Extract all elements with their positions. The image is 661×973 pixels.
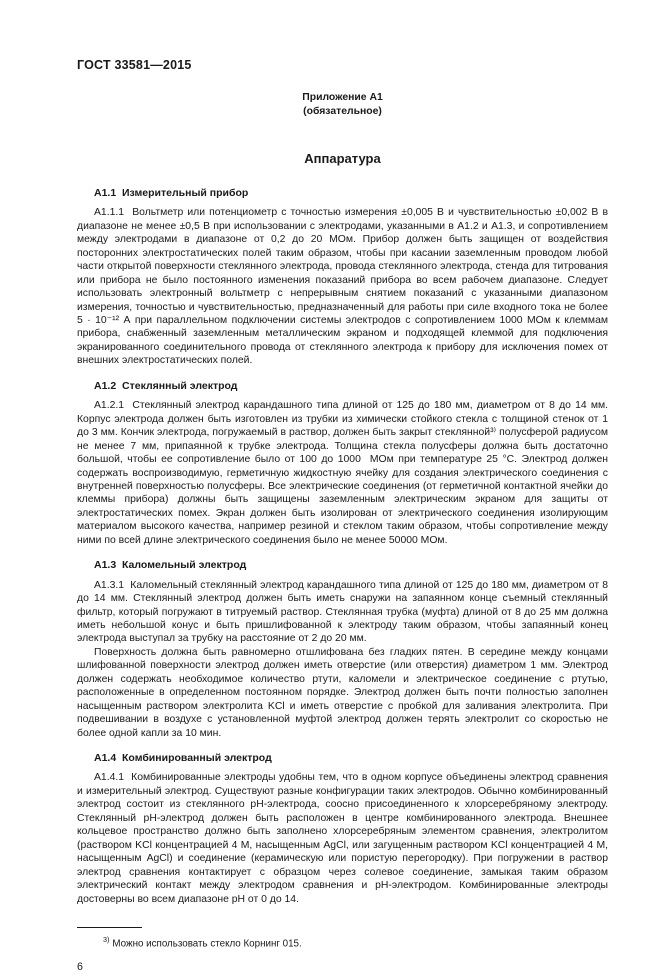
paragraph-a1-1-1: А1.1.1 Вольтметр или потенциометр с точностью измерения ±0,005 В и чувствительностью ±0,002 В в диапазоне не менее ±0,5 В при использовании с электродами, указанными в А1.2 и А1.3, и сопротивлением между электродами в диапазоне от 0,2 до 20 МОм. Прибор должен быть защищен от воздействия посторонних электростатических полей таким образом, чтобы при касании заземленным проводом любой части открытой поверхности стеклянного электрода, провода стеклянного электрода, стенда для титрования или прибора не было постоянного изменения показаний прибора во всем рабочем диапазоне. Следует использовать электронный вольтметр с непрерывным снятием показаний с указанными диапазоном измерения, точностью и чувствительностью, предназначенный для работы при силе входного тока не более 5 · 10⁻¹² А при параллельном подключении системы электродов с сопротивлением 1000 МОм к клеммам прибора, снабженный заземленным металлическим экраном и подходящей клеммой для подключения экранированного соединительного провода от стеклянного электрода к прибору для исключения помех от внешних электростатических полей. xyxy=(77,207,608,367)
annex-subtitle: (обязательное) xyxy=(303,105,382,117)
footnote-area xyxy=(77,927,608,950)
footnote-text: Можно использовать стекло Корнинг 015. xyxy=(112,938,302,950)
paragraph-a1-4-1: А1.4.1 Комбинированные электроды удобны тем, что в одном корпусе объединены электрод сравнения и измерительный электрод. Существуют разные конфигурации таких электродов. Обычно комбинированный электрод состоит из стеклянного pH-электрода, соосно присоединенного к хлорсеребряному электроду. Стеклянный pH-электрод должен быть расположен в центре комбинированного электрода. Внешнее кольцевое пространство должно быть заполнено хлорсеребряным элементом сравнения, электролитом (раствором KCl концентрацией 4 М, насыщенным AgCl, или загущенным раствором KCl концентрацией 4 М, насыщенным AgCl) и соединение (керамическую или пористую перегородку). При погружении в раствор электрод сравнения контактирует с образцом через солевое соединение, замыкая таким образом электрический контакт между электродом сравнения и pH-электродом. Комбинированные электроды достоверны во всем диапазоне pH от 0 до 14. xyxy=(77,772,608,905)
footnote-rule xyxy=(77,927,142,928)
page-number: 6 xyxy=(77,961,83,973)
page-title: Аппаратура xyxy=(304,151,381,166)
paragraph-a1-3-1-cont: Поверхность должна быть равномерно отшлифована без гладких пятен. В середине между концами шлифованной поверхности электрод должен иметь отверстие (или отверстия) диаметром 1 мм. Электрод должен содержать необходимое количество ртути, каломели и электрическое соединение с ртутью, расположенные в определенном постоянном порядке. Электрод должен быть почти полностью заполнен насыщенным раствором электролита KCl и иметь отверстие с пробкой для заливания электролита. При подвешивании в воздухе с установленной муфтой электрод должен терять электролит со скоростью не более одной капли за 10 мин. xyxy=(77,646,608,739)
section-heading-a1-1: А1.1 Измерительный прибор xyxy=(94,187,249,199)
section-heading-a1-2: А1.2 Стеклянный электрод xyxy=(94,379,238,392)
section-heading-a1-3: А1.3 Каломельный электрод xyxy=(94,559,247,572)
paragraph-a1-3-1: А1.3.1 Каломельный стеклянный электрод карандашного типа длиной от 125 до 180 мм, диаметром от 8 до 14 мм. Стеклянный электрод должен быть иметь снаружи на запаянном конце съемный стеклянный фильтр, который погружают в титруемый раствор. Стеклянная трубка (муфта) длиной от 8 до 25 мм должна иметь небольшой конус и быть пришлифованной к электроду таким образом, чтобы запаянный конец электрода выступал за трубку на расстояние от 2 до 20 мм. xyxy=(77,579,608,645)
annex-heading xyxy=(77,91,608,118)
footnote-marker: 3) xyxy=(103,935,110,945)
annex-title: Приложение А1 xyxy=(302,92,383,103)
doc-number: ГОСТ 33581—2015 xyxy=(77,58,192,72)
footnote xyxy=(77,933,608,950)
paragraph-a1-2-1: А1.2.1 Стеклянный электрод карандашного типа длиной от 125 до 180 мм, диаметром от 8 до 14 мм. Корпус электрода должен быть изготовлен из трубки из химически стойкого стекла с толщиной стенок от 1 до 3 мм. Кончик электрода, погружаемый в раствор, должен быть закрыт стеклянной³⁾ полусферой радиусом не менее 7 мм, припаянной к трубке электрода. Толщина стекла полусферы должна быть достаточно большой, чтобы ее сопротивление было от 100 до 1000 МОм при температуре 25 °С. Электрод должен содержать воспроизводимую, герметичную жидкостную ячейку для создания электрического соединения с внутренней поверхностью полусферы. Все электрические соединения (от герметичной контактной ячейки до клеммы прибора) должны быть защищены заземленным электрическим экраном для защиты от электростатических помех. Экран должен быть изолирован от электрического соединения изолирующим материалом высокого качества, например резиной и стеклом таким образом, чтобы сопротивление между ними по всей длине электрического соединения было не менее 50000 МОм. xyxy=(77,400,608,546)
section-heading-a1-4: А1.4 Комбинированный электрод xyxy=(94,752,272,765)
